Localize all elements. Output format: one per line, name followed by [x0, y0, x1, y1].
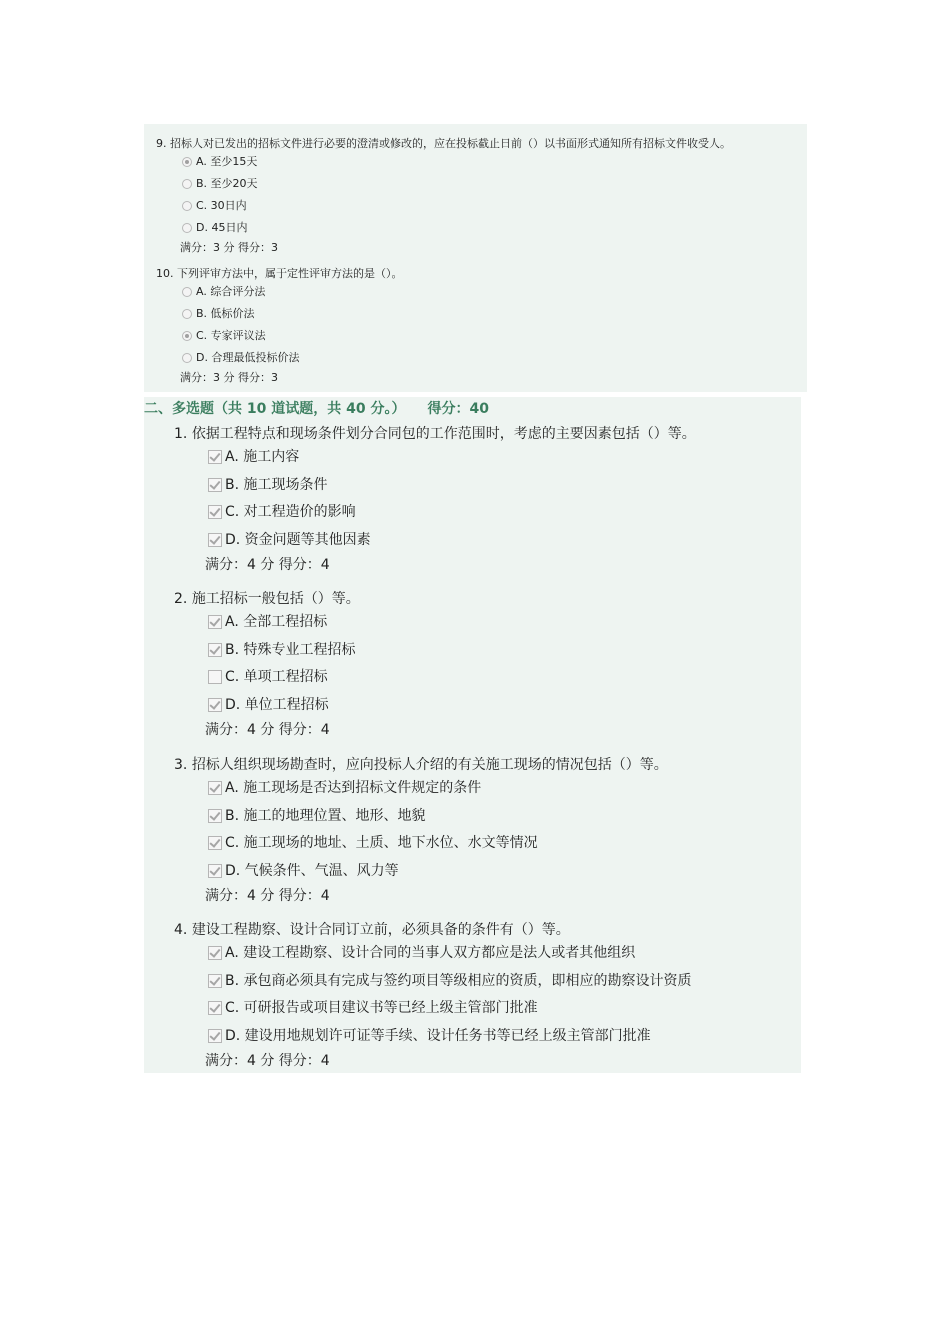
- question-10-stem: [156, 267, 403, 281]
- section-title: [144, 400, 489, 418]
- option-label: D. 45日内: [196, 221, 248, 234]
- question-2-stem: [174, 590, 360, 608]
- question-number: 2.: [174, 591, 188, 607]
- radio-icon[interactable]: [182, 287, 192, 297]
- option-d[interactable]: [208, 696, 329, 714]
- option-d[interactable]: [208, 1027, 651, 1045]
- question-4-stem: [174, 921, 570, 939]
- radio-icon[interactable]: [182, 309, 192, 319]
- checkbox-checked-icon[interactable]: [208, 615, 222, 629]
- checkbox-checked-icon[interactable]: [208, 974, 222, 988]
- option-c[interactable]: [182, 199, 247, 213]
- checkbox-checked-icon[interactable]: [208, 1029, 222, 1043]
- option-label: B. 低标价法: [196, 307, 255, 320]
- question-text: 依据工程特点和现场条件划分合同包的工作范围时，考虑的主要因素包括（）等。: [191, 426, 696, 442]
- option-c[interactable]: [208, 999, 538, 1017]
- option-a[interactable]: [182, 285, 265, 299]
- question-text: 下列评审方法中，属于定性评审方法的是（）。: [177, 267, 403, 280]
- question-number: 4.: [174, 922, 188, 938]
- option-label: D. 资金问题等其他因素: [225, 532, 371, 548]
- checkbox-checked-icon[interactable]: [208, 1001, 222, 1015]
- score-line: 满分：4 分 得分：4: [205, 1053, 330, 1069]
- question-text: 施工招标一般包括（）等。: [191, 591, 360, 607]
- option-label: A. 施工内容: [225, 449, 300, 465]
- option-b[interactable]: [208, 807, 426, 825]
- option-d[interactable]: [182, 351, 299, 365]
- question-number: 10.: [156, 267, 174, 280]
- option-label: C. 单项工程招标: [225, 669, 328, 685]
- checkbox-icon[interactable]: [208, 670, 222, 684]
- section-score: 得分：40: [427, 401, 489, 417]
- option-b[interactable]: [208, 972, 692, 990]
- checkbox-checked-icon[interactable]: [208, 946, 222, 960]
- option-label: B. 施工的地理位置、地形、地貌: [225, 808, 426, 824]
- option-a[interactable]: [208, 944, 635, 962]
- option-d[interactable]: [208, 862, 399, 880]
- option-label: B. 特殊专业工程招标: [225, 642, 356, 658]
- option-b[interactable]: [208, 476, 328, 494]
- option-label: A. 至少15天: [196, 155, 258, 168]
- section-heading: 二、多选题（共 10 道试题，共 40 分。）: [144, 401, 406, 417]
- option-label: B. 施工现场条件: [225, 477, 328, 493]
- option-b[interactable]: [182, 177, 258, 191]
- radio-icon[interactable]: [182, 201, 192, 211]
- option-label: C. 对工程造价的影响: [225, 504, 356, 520]
- score-line: 满分：3 分 得分：3: [180, 371, 278, 384]
- question-3-stem: [174, 756, 668, 774]
- option-a[interactable]: [182, 155, 257, 169]
- option-a[interactable]: [208, 448, 299, 466]
- checkbox-checked-icon[interactable]: [208, 478, 222, 492]
- option-c[interactable]: [182, 329, 266, 343]
- score-line: 满分：4 分 得分：4: [205, 722, 330, 738]
- radio-selected-icon[interactable]: [182, 157, 192, 167]
- option-label: A. 施工现场是否达到招标文件规定的条件: [225, 780, 482, 796]
- option-label: C. 30日内: [196, 199, 247, 212]
- option-a[interactable]: [208, 613, 327, 631]
- score-line: 满分：4 分 得分：4: [205, 557, 330, 573]
- checkbox-checked-icon[interactable]: [208, 505, 222, 519]
- option-b[interactable]: [208, 641, 356, 659]
- option-label: C. 可研报告或项目建议书等已经上级主管部门批准: [225, 1000, 538, 1016]
- option-d[interactable]: [182, 221, 247, 235]
- radio-icon[interactable]: [182, 179, 192, 189]
- option-label: A. 建设工程勘察、设计合同的当事人双方都应是法人或者其他组织: [225, 945, 636, 961]
- option-c[interactable]: [208, 834, 538, 852]
- option-c[interactable]: [208, 503, 356, 521]
- checkbox-checked-icon[interactable]: [208, 533, 222, 547]
- option-d[interactable]: [208, 531, 371, 549]
- option-label: C. 施工现场的地址、土质、地下水位、水文等情况: [225, 835, 538, 851]
- question-number: 3.: [174, 757, 188, 773]
- question-number: 1.: [174, 426, 188, 442]
- checkbox-checked-icon[interactable]: [208, 643, 222, 657]
- question-number: 9.: [156, 137, 167, 150]
- option-label: A. 全部工程招标: [225, 614, 328, 630]
- radio-icon[interactable]: [182, 223, 192, 233]
- checkbox-checked-icon[interactable]: [208, 698, 222, 712]
- question-9-stem: [156, 137, 731, 151]
- question-1-stem: [174, 425, 696, 443]
- question-text: 招标人对已发出的招标文件进行必要的澄清或修改的，应在投标截止日前（）以书面形式通知所有招标文件收受人。: [170, 137, 731, 150]
- score-line: 满分：3 分 得分：3: [180, 241, 278, 254]
- checkbox-checked-icon[interactable]: [208, 781, 222, 795]
- option-label: D. 建设用地规划许可证等手续、设计任务书等已经上级主管部门批准: [225, 1028, 651, 1044]
- option-label: B. 承包商必须具有完成与签约项目等级相应的资质，即相应的勘察设计资质: [225, 973, 692, 989]
- option-c[interactable]: [208, 668, 328, 686]
- checkbox-checked-icon[interactable]: [208, 836, 222, 850]
- option-label: D. 合理最低投标价法: [196, 351, 300, 364]
- question-text: 建设工程勘察、设计合同订立前，必须具备的条件有（）等。: [191, 922, 570, 938]
- option-label: A. 综合评分法: [196, 285, 266, 298]
- radio-selected-icon[interactable]: [182, 331, 192, 341]
- checkbox-checked-icon[interactable]: [208, 864, 222, 878]
- radio-icon[interactable]: [182, 353, 192, 363]
- option-b[interactable]: [182, 307, 255, 321]
- score-line: 满分：4 分 得分：4: [205, 888, 330, 904]
- option-label: B. 至少20天: [196, 177, 258, 190]
- checkbox-checked-icon[interactable]: [208, 450, 222, 464]
- multi-choice-panel: [144, 397, 801, 1073]
- option-label: D. 气候条件、气温、风力等: [225, 863, 399, 879]
- single-choice-panel: [144, 124, 807, 392]
- checkbox-checked-icon[interactable]: [208, 809, 222, 823]
- option-label: C. 专家评议法: [196, 329, 266, 342]
- option-a[interactable]: [208, 779, 481, 797]
- question-text: 招标人组织现场勘查时，应向投标人介绍的有关施工现场的情况包括（）等。: [191, 757, 668, 773]
- option-label: D. 单位工程招标: [225, 697, 329, 713]
